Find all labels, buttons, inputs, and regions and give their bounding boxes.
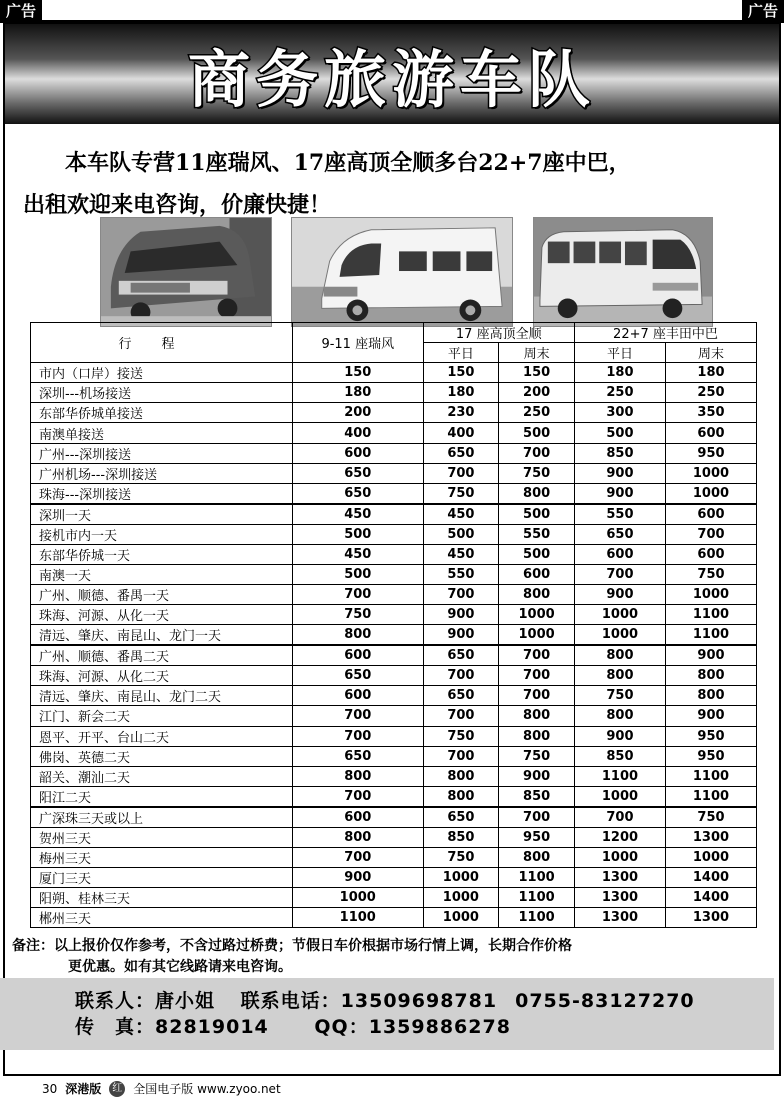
price-cell: 750 [423,726,499,746]
price-cell: 950 [665,443,756,463]
vehicle-photos [5,217,779,327]
route-cell: 阳朔、桂林三天 [31,888,293,908]
contact-phone-2[interactable]: 0755-83127270 [515,990,695,1012]
price-cell: 1300 [574,888,665,908]
price-cell: 180 [293,383,424,403]
price-cell: 180 [423,383,499,403]
price-cell: 650 [293,463,424,483]
price-cell: 1300 [665,908,756,928]
table-row [31,463,757,483]
route-cell: 东部华侨城一天 [31,544,293,564]
table-row [31,726,757,746]
price-cell: 1000 [574,625,665,646]
price-cell: 800 [574,666,665,686]
price-cell: 1100 [293,908,424,928]
price-cell: 150 [499,363,575,383]
price-cell: 750 [423,483,499,504]
price-cell: 1000 [423,867,499,887]
price-cell: 900 [423,625,499,646]
price-cell: 400 [423,423,499,443]
route-cell: 深圳一天 [31,504,293,525]
table-row [31,827,757,847]
header-toyota: 22+7 座丰田中巴 [574,323,756,343]
contact-qq-number: 1359886278 [368,1016,511,1038]
rate-table [30,322,757,928]
price-cell: 650 [293,666,424,686]
minibus-photo [533,217,713,327]
table-row [31,383,757,403]
price-cell: 550 [499,524,575,544]
header-route: 行程 [31,323,293,363]
price-cell: 150 [293,363,424,383]
table-row [31,766,757,786]
price-cell: 750 [665,564,756,584]
table-row [31,867,757,887]
price-cell: 850 [574,746,665,766]
price-cell: 800 [574,706,665,726]
ad-label-left: 广告 [0,0,42,22]
price-cell: 750 [665,807,756,828]
price-cell: 1300 [665,827,756,847]
price-cell: 1400 [665,867,756,887]
price-cell: 700 [574,564,665,584]
table-row [31,443,757,463]
price-cell: 1000 [499,605,575,625]
route-cell: 佛岗、英德二天 [31,746,293,766]
price-cell: 700 [293,847,424,867]
contact-phone-1[interactable]: 13509698781 [340,990,498,1012]
table-row [31,686,757,706]
table-row [31,625,757,646]
edition-badge-icon: 红 [109,1081,125,1097]
price-cell: 800 [499,847,575,867]
intro-line-2: 出租欢迎来电咨询，价廉快捷！ [23,192,332,218]
price-cell: 650 [423,645,499,666]
price-cell: 500 [293,524,424,544]
price-cell: 750 [293,605,424,625]
route-cell: 广州机场---深圳接送 [31,463,293,483]
rate-table-body [31,363,757,928]
price-cell: 1000 [665,483,756,504]
price-cell: 450 [423,504,499,525]
mpv-van-photo [100,217,272,327]
contact-fax-number: 82819014 [155,1016,269,1038]
header-weekday: 平日 [574,343,665,363]
price-cell: 1000 [423,888,499,908]
price-cell: 1000 [423,908,499,928]
header-transit: 17 座高顶全顺 [423,323,574,343]
contact-person-label: 联系人： [75,990,156,1012]
price-cell: 650 [574,524,665,544]
table-row [31,786,757,807]
header-ruifeng: 9-11 座瑞风 [293,323,424,363]
price-cell: 700 [293,585,424,605]
contact-phone [241,990,695,1012]
price-cell: 500 [574,423,665,443]
price-cell: 1100 [499,867,575,887]
price-cell: 800 [499,483,575,504]
price-cell: 1100 [665,786,756,807]
price-cell: 950 [665,746,756,766]
price-cell: 450 [293,504,424,525]
price-cell: 600 [665,423,756,443]
price-cell: 800 [423,786,499,807]
contact-line-1 [75,986,713,1013]
price-cell: 400 [293,423,424,443]
price-cell: 700 [423,666,499,686]
table-row [31,666,757,686]
route-cell: 珠海、河源、从化二天 [31,666,293,686]
price-cell: 450 [293,544,424,564]
price-cell: 900 [499,766,575,786]
table-row [31,483,757,504]
price-cell: 500 [499,423,575,443]
price-cell: 230 [423,403,499,423]
title-banner [5,24,779,124]
price-cell: 700 [499,686,575,706]
price-cell: 650 [293,746,424,766]
contact-person-name: 唐小姐 [155,990,216,1012]
price-cell: 850 [574,443,665,463]
route-cell: 韶关、潮汕二天 [31,766,293,786]
price-cell: 600 [499,564,575,584]
page-footer [42,1080,281,1097]
price-cell: 900 [665,706,756,726]
price-cell: 180 [574,363,665,383]
price-cell: 600 [665,504,756,525]
table-row [31,706,757,726]
route-cell: 贺州三天 [31,827,293,847]
price-cell: 550 [574,504,665,525]
price-cell: 800 [574,645,665,666]
price-cell: 650 [423,807,499,828]
route-cell: 市内（口岸）接送 [31,363,293,383]
intro-line-1: 本车队专营11座瑞风、17座高顶全顺多台22+7座中巴， [65,150,631,176]
price-cell: 750 [499,746,575,766]
price-cell: 1000 [665,847,756,867]
price-cell: 800 [423,766,499,786]
page-number: 30 [42,1081,58,1096]
contact-box [0,978,774,1050]
price-cell: 900 [665,645,756,666]
price-cell: 750 [423,847,499,867]
price-cell: 700 [423,706,499,726]
price-cell: 1000 [574,605,665,625]
table-row [31,888,757,908]
price-cell: 1100 [665,605,756,625]
edition-label: 深港版 [65,1082,102,1096]
price-cell: 700 [423,585,499,605]
table-row [31,605,757,625]
price-cell: 650 [423,443,499,463]
route-cell: 广州、顺德、番禺一天 [31,585,293,605]
price-cell: 1100 [499,908,575,928]
banner-title: 商务旅游车队 [187,42,596,116]
header-weekend: 周末 [665,343,756,363]
table-row [31,504,757,525]
price-cell: 700 [499,645,575,666]
route-cell: 郴州三天 [31,908,293,928]
price-cell: 700 [499,443,575,463]
table-row [31,847,757,867]
price-cell: 850 [499,786,575,807]
price-cell: 800 [293,625,424,646]
ad-label-right: 广告 [742,0,784,22]
route-cell: 广州、顺德、番禺二天 [31,645,293,666]
price-cell: 1100 [665,766,756,786]
price-cell: 500 [499,544,575,564]
route-cell: 恩平、开平、台山二天 [31,726,293,746]
price-cell: 800 [293,827,424,847]
price-cell: 950 [499,827,575,847]
price-cell: 750 [499,463,575,483]
price-cell: 650 [293,483,424,504]
table-row [31,807,757,828]
price-cell: 1000 [665,463,756,483]
price-cell: 1400 [665,888,756,908]
price-cell: 200 [499,383,575,403]
price-cell: 900 [574,483,665,504]
intro-text [5,142,779,226]
price-cell: 1000 [293,888,424,908]
table-row [31,544,757,564]
price-cell: 900 [574,726,665,746]
contact-qq-label: QQ： [314,1016,369,1038]
price-cell: 950 [665,726,756,746]
contact-person [75,990,215,1012]
remark [12,936,772,978]
route-cell: 接机市内一天 [31,524,293,544]
price-cell: 800 [499,726,575,746]
price-cell: 500 [293,564,424,584]
route-cell: 广深珠三天或以上 [31,807,293,828]
price-cell: 1000 [574,847,665,867]
price-cell: 500 [499,504,575,525]
price-cell: 550 [423,564,499,584]
table-row [31,363,757,383]
price-cell: 1000 [499,625,575,646]
price-cell: 1100 [499,888,575,908]
remark-line-2: 更优惠。如有其它线路请来电咨询。 [68,959,292,975]
price-cell: 180 [665,363,756,383]
route-cell: 珠海、河源、从化一天 [31,605,293,625]
price-cell: 600 [293,686,424,706]
contact-fax [75,1016,269,1038]
price-cell: 250 [574,383,665,403]
table-row [31,564,757,584]
contact-qq [314,1016,511,1038]
price-cell: 800 [665,686,756,706]
price-cell: 1200 [574,827,665,847]
price-cell: 1000 [665,585,756,605]
route-cell: 梅州三天 [31,847,293,867]
price-cell: 900 [574,585,665,605]
price-cell: 600 [293,443,424,463]
high-roof-van-photo [291,217,513,327]
price-cell: 700 [423,746,499,766]
route-cell: 东部华侨城单接送 [31,403,293,423]
price-cell: 450 [423,544,499,564]
route-cell: 厦门三天 [31,867,293,887]
price-cell: 600 [293,807,424,828]
price-cell: 1000 [574,786,665,807]
price-cell: 650 [423,686,499,706]
price-cell: 900 [423,605,499,625]
table-row [31,403,757,423]
price-cell: 700 [499,666,575,686]
price-cell: 700 [499,807,575,828]
price-cell: 1300 [574,908,665,928]
price-cell: 700 [293,726,424,746]
route-cell: 阳江二天 [31,786,293,807]
price-cell: 700 [665,524,756,544]
price-cell: 700 [423,463,499,483]
price-cell: 350 [665,403,756,423]
price-cell: 750 [574,686,665,706]
price-cell: 300 [574,403,665,423]
price-cell: 900 [293,867,424,887]
table-row [31,423,757,443]
price-cell: 600 [665,544,756,564]
table-row [31,524,757,544]
route-cell: 清远、肇庆、南昆山、龙门二天 [31,686,293,706]
table-row [31,645,757,666]
contact-line-2 [75,1012,529,1039]
remark-line-1: 备注：以上报价仅作参考，不含过路过桥费；节假日车价根据市场行情上调，长期合作价格 [12,938,572,954]
route-cell: 清远、肇庆、南昆山、龙门一天 [31,625,293,646]
price-cell: 150 [423,363,499,383]
price-cell: 850 [423,827,499,847]
price-cell: 1300 [574,867,665,887]
price-cell: 500 [423,524,499,544]
price-cell: 600 [293,645,424,666]
price-cell: 800 [293,766,424,786]
price-cell: 600 [574,544,665,564]
site-link[interactable]: 全国电子版 www.zyoo.net [133,1082,281,1096]
contact-fax-label: 传 真： [75,1016,156,1038]
price-cell: 250 [665,383,756,403]
price-cell: 1100 [665,625,756,646]
price-cell: 700 [293,706,424,726]
route-cell: 南澳单接送 [31,423,293,443]
route-cell: 珠海---深圳接送 [31,483,293,504]
table-row [31,585,757,605]
table-row [31,908,757,928]
price-cell: 800 [499,585,575,605]
price-cell: 200 [293,403,424,423]
price-cell: 700 [293,786,424,807]
contact-phone-label: 联系电话： [240,990,341,1012]
price-cell: 250 [499,403,575,423]
route-cell: 南澳一天 [31,564,293,584]
price-cell: 700 [574,807,665,828]
price-cell: 1100 [574,766,665,786]
route-cell: 江门、新会二天 [31,706,293,726]
price-cell: 800 [665,666,756,686]
table-row [31,746,757,766]
route-cell: 广州---深圳接送 [31,443,293,463]
header-weekend: 周末 [499,343,575,363]
price-cell: 900 [574,463,665,483]
route-cell: 深圳---机场接送 [31,383,293,403]
header-weekday: 平日 [423,343,499,363]
price-cell: 800 [499,706,575,726]
